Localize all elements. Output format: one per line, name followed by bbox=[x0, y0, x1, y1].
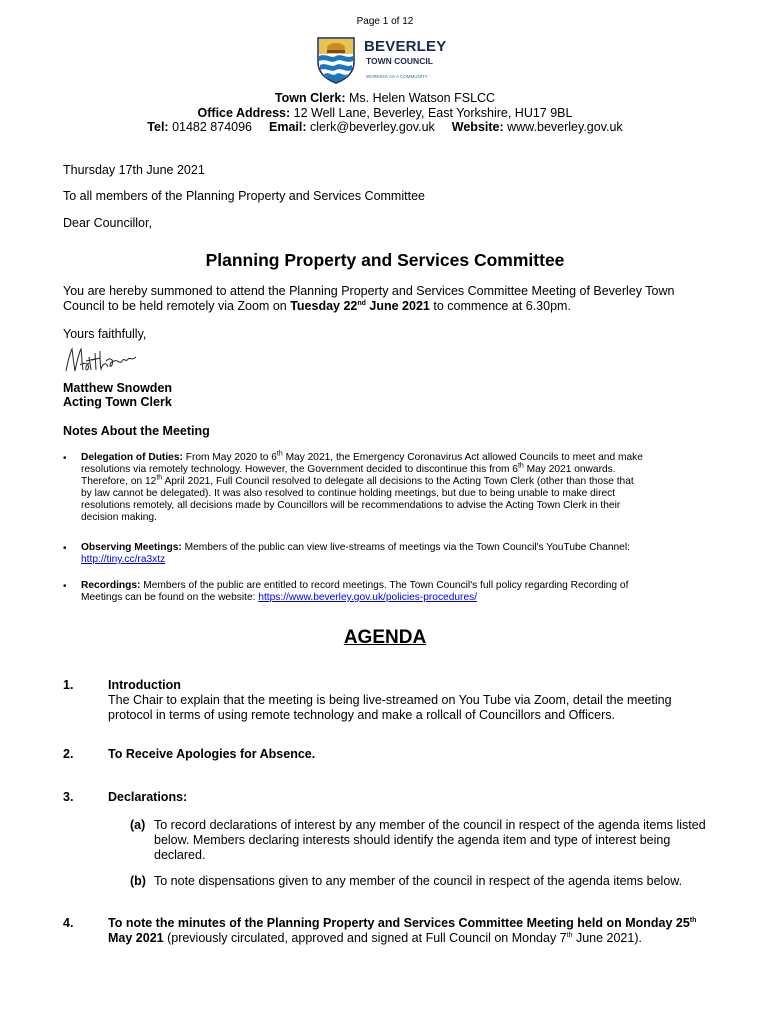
bullet-delegation: Delegation of Duties: From May 2020 to 6th May 2021, the Emergency Coronavirus Act allowed Councils to meet and make resolutions via remotely technology. However, the Government decided to discontinue this from 6th May 2021 onwards. Therefore, on 12th April 2021, Full Council resolved to delegate all decisions to the Acting Town Clerk (other than those that by law cannot be delegated). It was also resolved to continue holding meetings, but due to being unable to make direct resolutions remotely, all decisions made by Councillors will be recommendations to advise the Acting Town Clerk in their decision making. bbox=[81, 450, 643, 523]
logo-text-town-council: TOWN COUNCIL bbox=[366, 56, 433, 66]
agenda-item-number: 4. bbox=[63, 916, 74, 930]
office-label: Office Address: bbox=[197, 106, 291, 120]
logo-tagline: WORKING AS A COMMUNITY bbox=[366, 74, 428, 79]
email-value[interactable]: clerk@beverley.gov.uk bbox=[306, 120, 435, 134]
agenda-item-number: 2. bbox=[63, 747, 74, 761]
agenda-heading: AGENDA bbox=[343, 627, 427, 648]
signature-image bbox=[62, 343, 140, 377]
sub-item-label: (b) bbox=[130, 874, 146, 888]
notes-heading: Notes About the Meeting bbox=[63, 424, 210, 438]
youtube-link[interactable]: http://tiny.cc/ra3xtz bbox=[81, 554, 166, 565]
agenda-item-declarations: Declarations: bbox=[108, 790, 188, 804]
signoff: Yours faithfully, bbox=[63, 327, 147, 341]
logo-text-beverley: BEVERLEY bbox=[364, 38, 447, 55]
header-contact-line bbox=[0, 120, 770, 134]
website-value[interactable]: www.beverley.gov.uk bbox=[503, 120, 623, 134]
council-logo bbox=[316, 36, 456, 84]
bullet-observing: Observing Meetings: Members of the public can view live-streams of meetings via the Town Council's YouTube Channel: http://tiny.cc/ra3xtz bbox=[81, 542, 630, 565]
clerk-value: Ms. Helen Watson FSLCC bbox=[345, 91, 496, 105]
bullet-icon: • bbox=[63, 581, 67, 592]
sub-item-declarations-b: To note dispensations given to any member of the council in respect of the agenda items below. bbox=[154, 874, 683, 888]
header-clerk-line bbox=[0, 91, 770, 105]
summons-line-2: Council to be held remotely via Zoom on Tuesday 22nd June 2021 to commence at 6.30pm. bbox=[63, 299, 571, 313]
signatory-name: Matthew Snowden bbox=[63, 381, 173, 395]
agenda-item-number: 1. bbox=[63, 678, 74, 692]
agenda-item-introduction: Introduction The Chair to explain that the meeting is being live-streamed on You Tube via Zoom, detail the meeting protocol in terms of using remote technology and make a rollcall of Councillors and Officers. bbox=[108, 678, 672, 722]
page-number: Page 1 of 12 bbox=[356, 16, 414, 27]
signatory-role: Acting Town Clerk bbox=[63, 395, 172, 409]
sub-item-label: (a) bbox=[130, 818, 146, 832]
summons-line-1: You are hereby summoned to attend the Planning Property and Services Committee Meeting of Beverley Town bbox=[63, 284, 675, 298]
clerk-label: Town Clerk: bbox=[274, 91, 346, 105]
bullet-icon: • bbox=[63, 543, 67, 554]
letter-addressee: To all members of the Planning Property and Services Committee bbox=[63, 189, 425, 203]
agenda-item-number: 3. bbox=[63, 790, 74, 804]
crest-icon bbox=[316, 36, 356, 84]
bullet-recordings: Recordings: Members of the public are entitled to record meetings. The Town Council's full policy regarding Recording of Meetings can be found on the website: https://www.beverley.gov.uk/policies-procedures/ bbox=[81, 580, 629, 603]
sub-item-declarations-a: To record declarations of interest by any member of the council in respect of the agenda items listed below. Members declaring interests should identify the agenda item and type of interest being declared. bbox=[154, 818, 706, 862]
agenda-item-apologies: To Receive Apologies for Absence. bbox=[108, 747, 316, 761]
header-address-line bbox=[0, 106, 770, 120]
letter-salutation: Dear Councillor, bbox=[63, 216, 152, 230]
bullet-icon: • bbox=[63, 453, 67, 464]
letter-date: Thursday 17th June 2021 bbox=[63, 163, 205, 177]
committee-title: Planning Property and Services Committee bbox=[205, 250, 565, 270]
policies-link[interactable]: https://www.beverley.gov.uk/policies-procedures/ bbox=[258, 592, 478, 603]
office-value: 12 Well Lane, Beverley, East Yorkshire, HU17 9BL bbox=[290, 106, 573, 120]
agenda-item-minutes: To note the minutes of the Planning Property and Services Committee Meeting held on Monday 25th May 2021 (previously circulated, approved and signed at Full Council on Monday 7th June 2021). bbox=[108, 916, 697, 945]
website-label: Website: bbox=[451, 120, 504, 134]
email-label: Email: bbox=[269, 120, 307, 134]
tel-value: 01482 874096 bbox=[168, 120, 253, 134]
tel-label: Tel: bbox=[147, 120, 169, 134]
summons-paragraph bbox=[63, 284, 713, 314]
